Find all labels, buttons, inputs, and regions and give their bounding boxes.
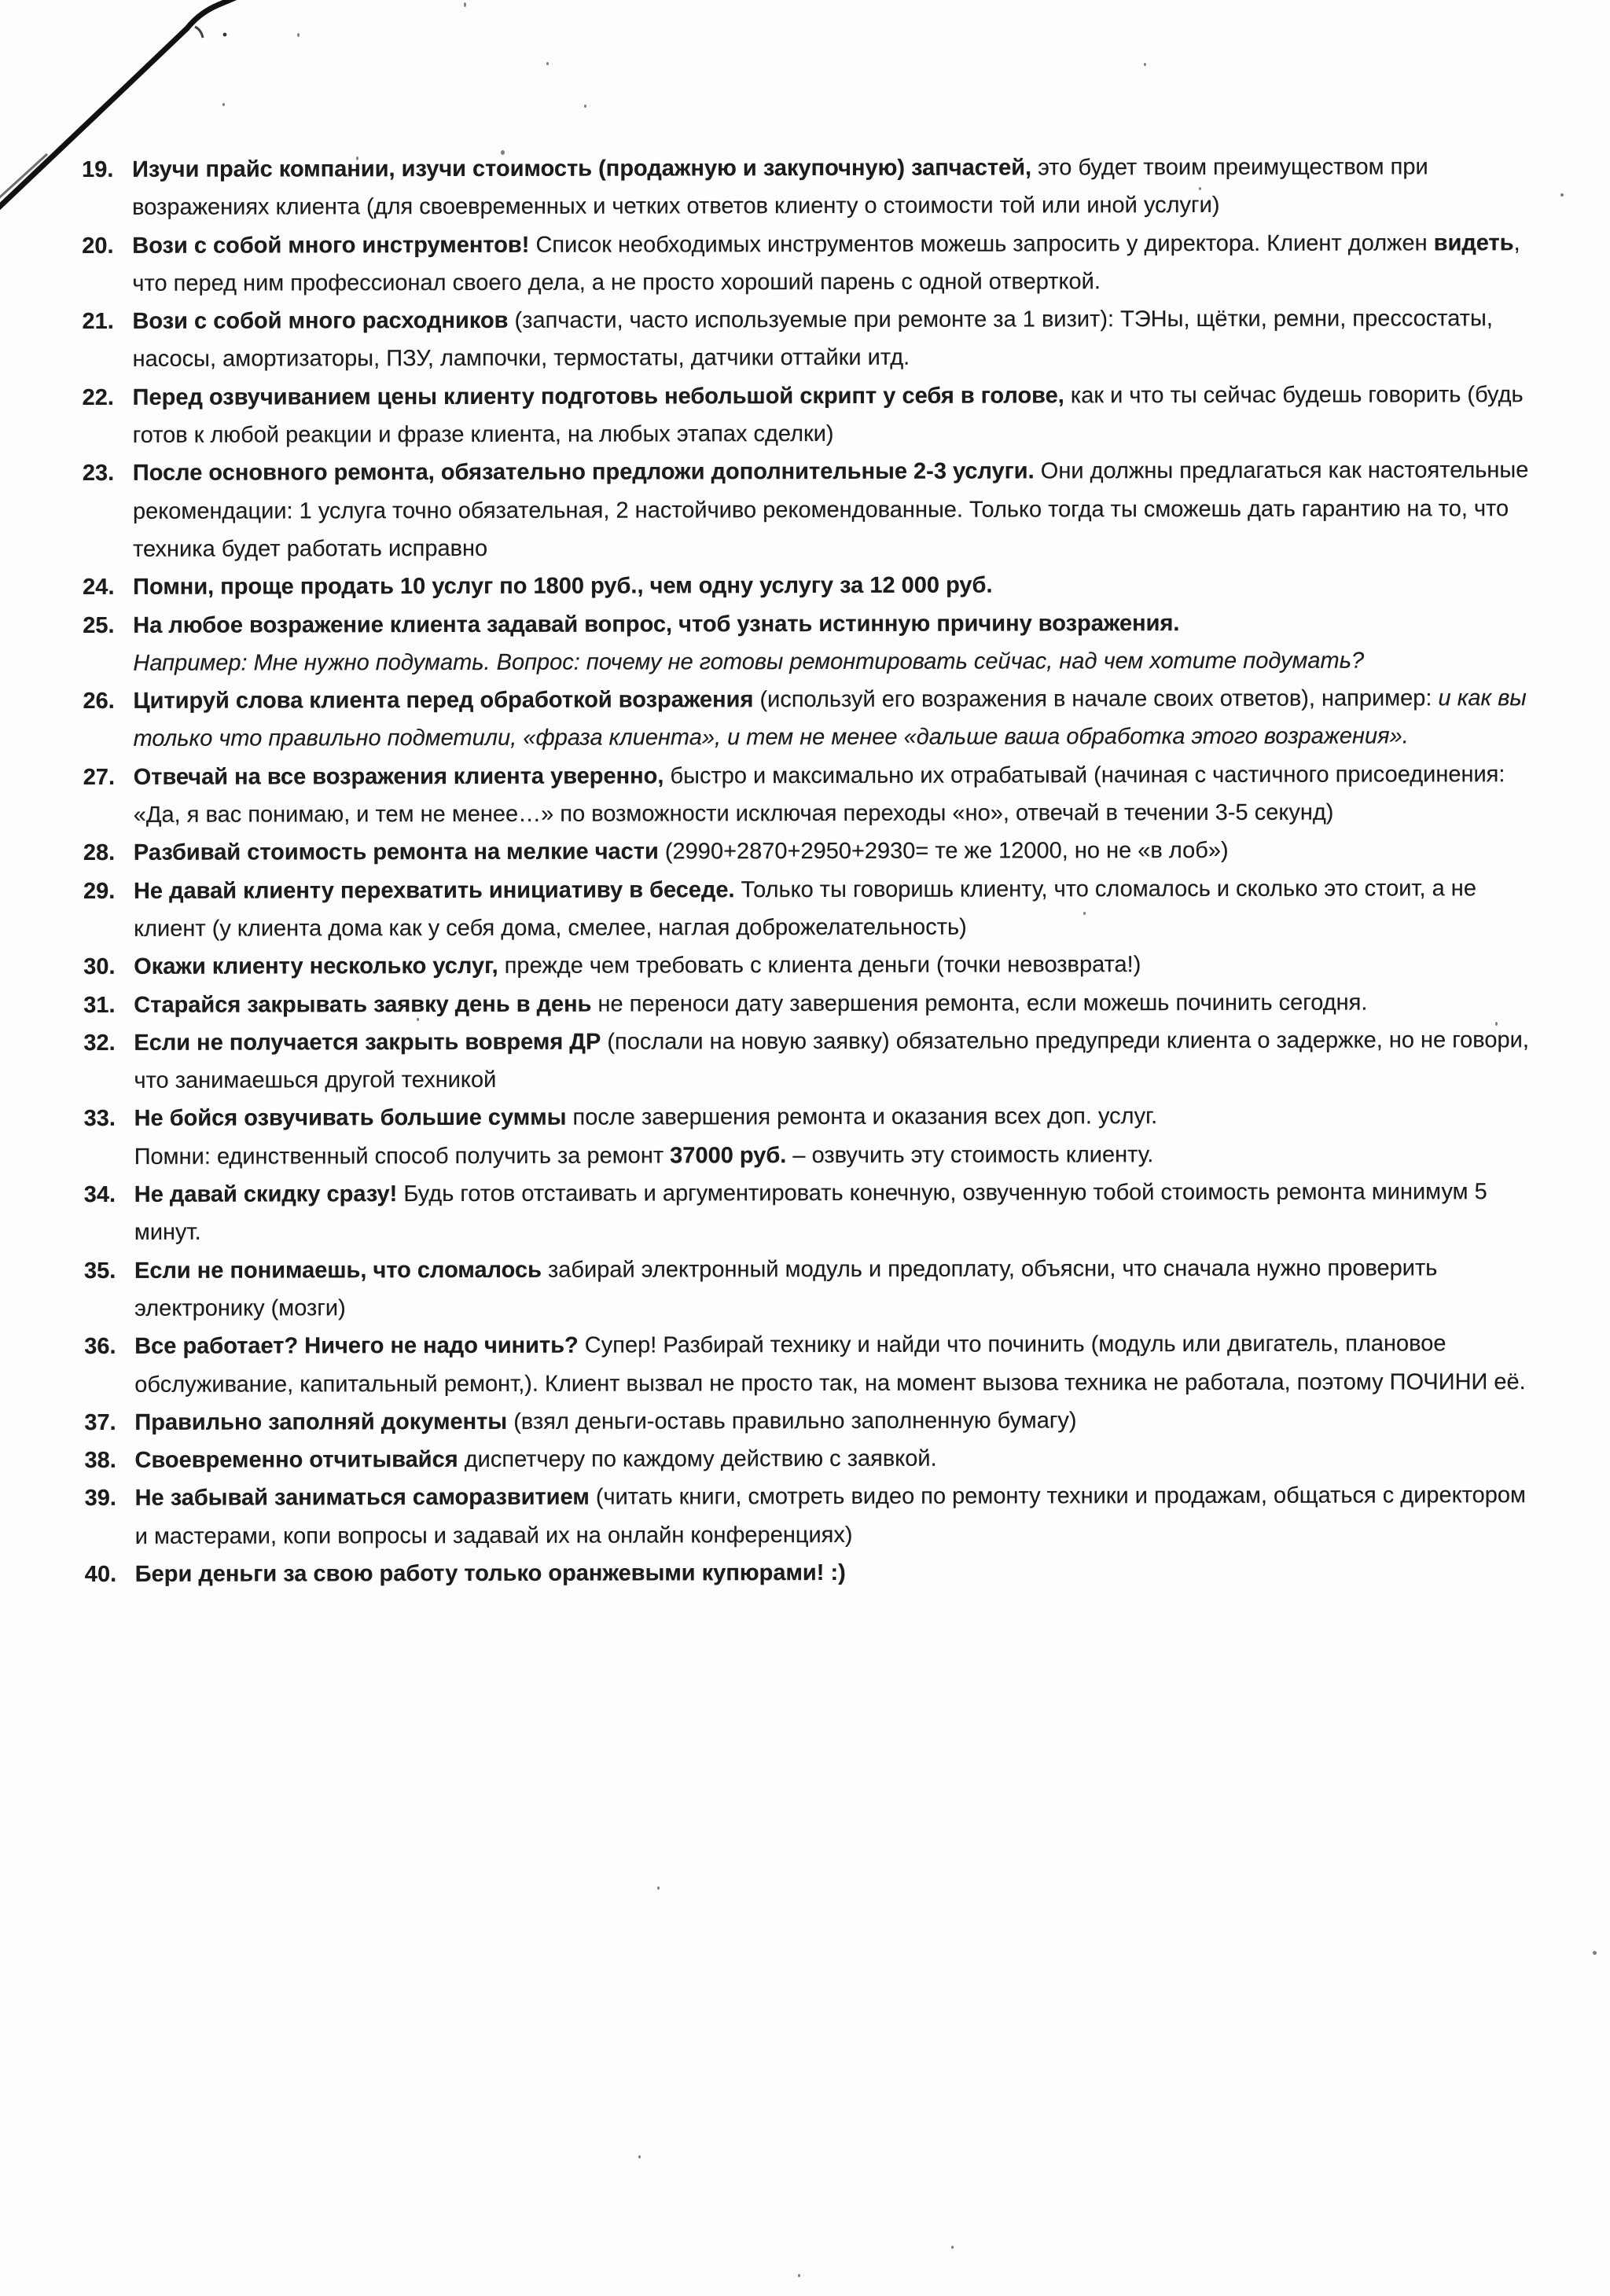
item-text: Бери деньги за свою работу только оранжевыми купюрами! :)	[134, 1559, 846, 1587]
item-number: 21.	[82, 309, 114, 335]
item-text: Не давай скидку сразу! Будь готов отстаивать и аргументировать конечную, озвученную тобой стоимость ремонта минимум 5 минут.	[134, 1179, 1487, 1246]
item-text: Все работает? Ничего не надо чинить? Супер! Разбирай технику и найди что починить (модуль или двигатель, плановое обслуживание, капитальный ремонт,). Клиент вызвал не просто так, на момент вызова техника не работала, поэтому ПОЧИНИ её.	[134, 1331, 1526, 1398]
item-number: 32.	[83, 1030, 116, 1056]
item-number: 23.	[82, 461, 115, 487]
list-item	[84, 1249, 1540, 1328]
item-number: 27.	[83, 764, 116, 790]
item-number: 37.	[84, 1409, 116, 1435]
item-number: 38.	[84, 1448, 116, 1474]
list-item	[82, 148, 1538, 226]
item-text: Окажи клиенту несколько услуг, прежде чем требовать с клиента деньги (точки невозврата!)	[134, 952, 1141, 980]
item-number: 34.	[83, 1181, 116, 1208]
item-number: 35.	[83, 1258, 116, 1284]
list-item	[83, 679, 1538, 758]
item-text: Если не понимаешь, что сломалось забирай электронный модуль и предоплату, объясни, что сначала нужно проверить электронику (мозги)	[134, 1255, 1438, 1321]
item-text: Перед озвучиванием цены клиенту подготовь небольшой скрипт у себя в голове, как и что ты сейчас будешь говорить (будь готов к любой реакции и фразе клиента, на любых этапах сделки)	[132, 381, 1524, 448]
list-item	[83, 755, 1539, 834]
list-item	[83, 376, 1538, 454]
item-text: Не давай клиенту перехватить инициативу в беседе. Только ты говоришь клиенту, что сломалось и сколько это стоит, а не клиент (у клиента дома как у себя дома, смелее, наглая доброжелательность)	[133, 875, 1476, 942]
item-text: Не забывай заниматься саморазвитием (читать книги, смотреть видео по ремонту техники и продажам, общаться с директором и мастерами, копи вопросы и задавай их на онлайн конференциях)	[134, 1482, 1526, 1549]
item-number: 39.	[84, 1486, 116, 1512]
item-number: 19.	[82, 156, 114, 182]
item-number: 40.	[84, 1561, 117, 1587]
list-item	[83, 869, 1539, 948]
list-item	[84, 1438, 1540, 1479]
item-text: Вози с собой много расходников (запчасти, часто используемые при ремонте за 1 визит): ТЭНы, щётки, ремни, прессостаты, насосы, амортизаторы, ПЗУ, лампочки, термостаты, датчики оттайки итд.	[132, 306, 1493, 373]
list-item	[83, 1021, 1539, 1100]
item-text: После основного ремонта, обязательно предложи дополнительные 2-3 услуги. Они должны предлагаться как настоятельные рекомендации: 1 услуга точно обязательная, 2 настойчиво рекомендованные. Только тогда ты сможешь дать гарантию на то, что техника будет работать исправно	[132, 457, 1529, 562]
item-text: Старайся закрывать заявку день в день не переноси дату завершения ремонта, если можешь починить сегодня.	[134, 990, 1368, 1018]
instruction-list	[82, 148, 1541, 1593]
list-item	[85, 1552, 1541, 1593]
item-text: Помни, проще продать 10 услуг по 1800 руб., чем одну услугу за 12 000 руб.	[133, 572, 993, 601]
list-item	[84, 1097, 1540, 1176]
item-number: 25.	[83, 612, 115, 638]
item-text: Отвечай на все возражения клиента уверенно, быстро и максимально их отрабатывай (начиная с частичного присоединения: «Да, я вас понимаю, и тем не менее…» по возможности исключая переходы «но», отвечай в течении 3-5 секунд)	[133, 761, 1505, 828]
list-item	[84, 1173, 1540, 1251]
item-number: 36.	[84, 1334, 116, 1360]
list-item	[83, 565, 1538, 606]
list-item	[82, 299, 1538, 378]
item-text: Правильно заполняй документы (взял деньги-оставь правильно заполненную бумагу)	[134, 1408, 1077, 1435]
item-number: 22.	[82, 384, 115, 410]
item-number: 24.	[83, 575, 115, 601]
item-number: 29.	[83, 878, 116, 904]
item-number: 30.	[83, 954, 116, 980]
list-item	[84, 1324, 1540, 1403]
item-text: На любое возражение клиента задавай вопрос, чтоб узнать истинную причину возражения. Например: Мне нужно подумать. Вопрос: почему не готовы ремонтировать сейчас, над чем хотите подумать?	[133, 610, 1365, 676]
list-item	[83, 451, 1538, 568]
list-item	[83, 831, 1539, 872]
item-text: Разбивай стоимость ремонта на мелкие части (2990+2870+2950+2930= те же 12000, но не «в лоб»)	[133, 838, 1229, 866]
list-item	[83, 945, 1539, 986]
item-text: Не бойся озвучивать большие суммы после завершения ремонта и оказания всех доп. услуг. Помни: единственный способ получить за ремонт 37000 руб. – озвучить эту стоимость клиенту.	[134, 1104, 1158, 1170]
item-number: 28.	[83, 840, 116, 866]
list-item	[82, 224, 1538, 303]
item-number: 20.	[82, 233, 114, 259]
item-text: Своевременно отчитывайся диспетчеру по каждому действию с заявкой.	[134, 1446, 937, 1473]
item-text: Цитируй слова клиента перед обработкой возражения (используй его возражения в начале своих ответов), например: и как вы только что правильно подметили, «фраза клиента», и тем не менее «дальше ваша обработка этого возражения».	[133, 685, 1527, 752]
item-text: Изучи прайс компании, изучи стоимость (продажную и закупочную) запчастей, это будет твоим преимуществом при возражениях клиента (для своевременных и четких ответов клиенту о стоимости той или иной услуги)	[132, 154, 1428, 221]
item-text: Вози с собой много инструментов! Список необходимых инструментов можешь запросить у директора. Клиент должен видеть, что перед ним профессионал своего дела, а не просто хороший парень с одной отверткой.	[132, 230, 1520, 296]
list-item	[84, 1401, 1540, 1442]
list-item	[85, 1477, 1541, 1556]
list-item	[83, 604, 1538, 682]
item-number: 33.	[83, 1106, 116, 1132]
list-item	[83, 983, 1539, 1024]
item-number: 26.	[83, 689, 115, 715]
item-text: Если не получается закрыть вовремя ДР (послали на новую заявку) обязательно предупреди клиента о задержке, но не говори, что занимаешься другой техникой	[134, 1027, 1529, 1093]
item-number: 31.	[83, 992, 116, 1018]
